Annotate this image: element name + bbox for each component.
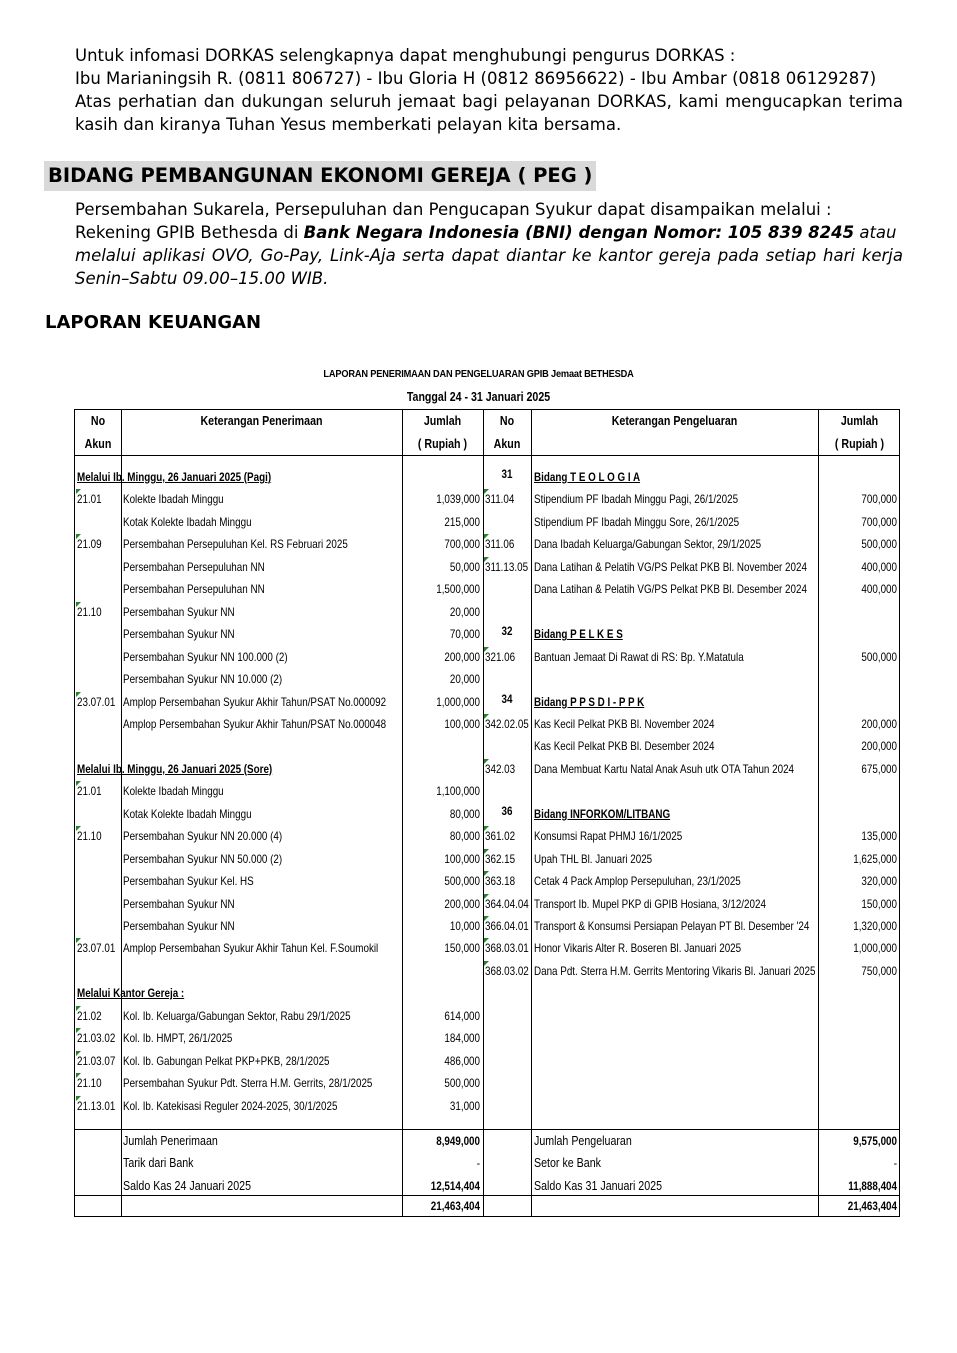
receipt-akun: 21.09 <box>77 537 102 552</box>
receipt-amount: 614,000 <box>444 1008 480 1023</box>
cell-marker-icon <box>484 647 489 652</box>
bank-account: Bank Negara Indonesia (BNI) dengan Nomor: 105 839 8245 <box>303 223 855 242</box>
receipt-amount: 80,000 <box>449 829 480 844</box>
receipt-akun: 21.13.01 <box>77 1098 116 1113</box>
receipt-amount: 486,000 <box>444 1053 480 1068</box>
receipt-section-title: Melalui Kantor Gereja : <box>77 986 185 1001</box>
dorkas-contact-numbers: Ibu Marianingsih R. (0811 806727) - Ibu Gloria H (0812 86956622) - Ibu Ambar (0818 06129287) <box>75 69 877 88</box>
summary-left-amount: 12,514,404 <box>430 1178 480 1193</box>
expense-bidang-no: 32 <box>501 624 513 639</box>
grand-total-left: 21,463,404 <box>430 1199 480 1213</box>
expense-akun: 361.02 <box>485 829 516 844</box>
expense-bidang-no: 34 <box>501 691 513 706</box>
receipt-akun: 21.03.02 <box>77 1031 116 1046</box>
expense-amount: 500,000 <box>861 537 897 552</box>
summary-left-label: Jumlah Penerimaan <box>123 1133 218 1148</box>
expense-bidang-no: 36 <box>501 803 513 818</box>
expense-akun: 321.06 <box>485 649 516 664</box>
expense-description: Cetak 4 Pack Amplop Persepuluhan, 23/1/2025 <box>534 874 741 889</box>
receipt-description: Persembahan Persepuluhan NN <box>123 582 265 597</box>
receipt-description: Amplop Persembahan Syukur Akhir Tahun Kel. F.Soumokil <box>123 941 379 956</box>
cell-marker-icon <box>484 534 489 539</box>
header-jumlah-left: Jumlah <box>423 413 462 428</box>
cell-marker-icon <box>484 916 489 921</box>
summary-right-label: Setor ke Bank <box>534 1155 601 1171</box>
expense-description: Dana Latihan & Pelatih VG/PS Pelkat PKB Bl. November 2024 <box>534 559 807 574</box>
expense-amount: 750,000 <box>861 963 897 978</box>
cell-marker-icon <box>484 489 489 494</box>
expense-description: Transport & Konsumsi Persiapan Pelayan PT Bl. Desember '24 <box>534 919 810 933</box>
cell-marker-icon <box>76 489 81 494</box>
receipt-amount: 700,000 <box>444 537 480 552</box>
receipt-amount: 1,000,000 <box>436 694 480 709</box>
report-date: Tanggal 24 - 31 Januari 2025 <box>406 390 551 404</box>
cell-marker-icon <box>484 871 489 876</box>
cell-marker-icon <box>484 826 489 831</box>
summary-right-label: Saldo Kas 31 Januari 2025 <box>534 1177 663 1193</box>
receipt-description: Persembahan Persepuluhan Kel. RS Februari 2025 <box>123 537 348 552</box>
summary-right-amount: 11,888,404 <box>848 1178 897 1193</box>
report-title: LAPORAN PENERIMAAN DAN PENGELUARAN GPIB Jemaat BETHESDA <box>323 368 634 380</box>
summary-left-amount: 8,949,000 <box>436 1134 480 1148</box>
receipt-amount: 100,000 <box>444 716 480 731</box>
receipt-amount: 31,000 <box>449 1098 480 1113</box>
expense-description: Dana Membuat Kartu Natal Anak Asuh utk OTA Tahun 2024 <box>534 761 795 776</box>
summary-left-label: Tarik dari Bank <box>123 1155 194 1171</box>
receipt-amount: 215,000 <box>444 514 480 529</box>
receipt-akun: 23.07.01 <box>77 694 116 709</box>
receipt-amount: 184,000 <box>444 1031 480 1046</box>
receipt-description: Persembahan Syukur NN <box>123 627 235 642</box>
summary-right-amount: 9,575,000 <box>853 1134 897 1148</box>
expense-akun: 364.04.04 <box>485 896 529 911</box>
expense-akun: 342.03 <box>485 761 516 776</box>
receipt-description: Persembahan Syukur NN <box>123 919 235 933</box>
expense-amount: 150,000 <box>861 896 897 911</box>
receipt-akun: 21.02 <box>77 1008 102 1023</box>
expense-amount: 135,000 <box>861 829 897 844</box>
receipt-amount: 10,000 <box>449 919 480 933</box>
expense-amount: 1,320,000 <box>853 919 897 933</box>
cell-marker-icon <box>484 714 489 719</box>
expense-amount: 200,000 <box>861 739 897 754</box>
receipt-akun: 21.01 <box>77 492 102 507</box>
receipt-description: Kol. Ib. Katekisasi Reguler 2024-2025, 30/1/2025 <box>123 1098 338 1113</box>
expense-amount: 675,000 <box>861 761 897 776</box>
receipt-description: Kotak Kolekte Ibadah Minggu <box>123 806 252 821</box>
header-ket-penerimaan: Keterangan Penerimaan <box>200 413 323 428</box>
expense-akun: 342.02.05 <box>485 716 529 731</box>
receipt-description: Kolekte Ibadah Minggu <box>123 784 224 799</box>
header-jumlah-right: Jumlah <box>840 413 879 428</box>
finance-table <box>74 409 900 1217</box>
expense-description: Honor Vikaris Alter R. Boseren Bl. Januari 2025 <box>534 941 742 956</box>
receipt-description: Persembahan Syukur NN 20.000 (4) <box>123 829 283 844</box>
receipt-amount: 20,000 <box>449 672 480 687</box>
peg-info <box>75 198 903 290</box>
cell-marker-icon <box>484 894 489 899</box>
expense-section-title: Bidang P P S D I - P P K <box>534 694 645 709</box>
expense-akun: 368.03.01 <box>485 941 529 956</box>
cell-marker-icon <box>76 1006 81 1011</box>
cell-marker-icon <box>484 938 489 943</box>
receipt-description: Kol. Ib. HMPT, 26/1/2025 <box>123 1031 233 1046</box>
cell-marker-icon <box>76 826 81 831</box>
peg-line-1: Persembahan Sukarela, Persepuluhan dan Pengucapan Syukur dapat disampaikan melalui : <box>75 200 832 219</box>
cell-marker-icon <box>76 1096 81 1101</box>
receipt-akun: 21.03.07 <box>77 1053 116 1068</box>
receipt-amount: 50,000 <box>449 559 480 574</box>
peg-line-2-prefix: Rekening GPIB Bethesda di <box>75 223 304 242</box>
summary-right-label: Jumlah Pengeluaran <box>534 1133 632 1148</box>
cell-marker-icon <box>76 781 81 786</box>
expense-amount: 200,000 <box>861 716 897 731</box>
header-no-right: No <box>499 413 515 428</box>
cell-marker-icon <box>484 759 489 764</box>
expense-description: Dana Ibadah Keluarga/Gabungan Sektor, 29/1/2025 <box>534 537 762 552</box>
receipt-akun: 21.01 <box>77 784 102 799</box>
expense-description: Stipendium PF Ibadah Minggu Sore, 26/1/2025 <box>534 514 740 529</box>
receipt-amount: 1,500,000 <box>436 582 480 597</box>
expense-amount: 700,000 <box>861 514 897 529</box>
receipt-akun: 21.10 <box>77 604 102 619</box>
expense-amount: 400,000 <box>861 559 897 574</box>
peg-line-2-suffix: atau <box>854 223 897 242</box>
peg-line-2 <box>75 221 903 244</box>
expense-amount: 400,000 <box>861 582 897 597</box>
laporan-heading: LAPORAN KEUANGAN <box>45 312 262 333</box>
expense-akun: 311.06 <box>485 537 515 552</box>
grand-total-right: 21,463,404 <box>847 1199 897 1213</box>
expense-amount: 500,000 <box>861 649 897 664</box>
expense-akun: 363.18 <box>485 874 516 889</box>
cell-marker-icon <box>484 961 489 966</box>
receipt-amount: 150,000 <box>444 941 480 956</box>
receipt-amount: 80,000 <box>449 806 480 821</box>
header-akun-left: Akun <box>84 436 112 451</box>
header-ket-pengeluaran: Keterangan Pengeluaran <box>611 413 738 428</box>
peg-heading: BIDANG PEMBANGUNAN EKONOMI GEREJA ( PEG ) <box>44 161 596 191</box>
cell-marker-icon <box>76 534 81 539</box>
header-akun-right: Akun <box>493 436 521 451</box>
receipt-amount: 500,000 <box>444 1076 480 1091</box>
cell-marker-icon <box>76 692 81 697</box>
receipt-section-title: Melalui Ib. Minggu, 26 Januari 2025 (Sore) <box>77 761 273 776</box>
expense-description: Kas Kecil Pelkat PKB Bl. Desember 2024 <box>534 739 715 754</box>
summary-left-amount: - <box>476 1156 480 1171</box>
receipt-amount: 100,000 <box>444 851 480 866</box>
expense-section-title: Bidang T E O L O G I A <box>534 470 641 484</box>
expense-description: Konsumsi Rapat PHMJ 16/1/2025 <box>534 829 683 844</box>
receipt-akun: 21.10 <box>77 829 102 844</box>
expense-description: Bantuan Jemaat Di Rawat di RS: Bp. Y.Matatula <box>534 649 744 664</box>
receipt-description: Persembahan Syukur NN <box>123 896 235 911</box>
receipt-amount: 200,000 <box>444 649 480 664</box>
receipt-description: Persembahan Syukur Kel. HS <box>123 874 254 889</box>
expense-description: Dana Pdt. Sterra H.M. Gerrits Mentoring Vikaris Bl. Januari 2025 <box>534 963 816 978</box>
receipt-description: Kotak Kolekte Ibadah Minggu <box>123 514 252 529</box>
summary-right-amount: - <box>893 1156 897 1171</box>
expense-akun: 366.04.01 <box>485 919 529 933</box>
expense-description: Kas Kecil Pelkat PKB Bl. November 2024 <box>534 716 715 731</box>
expense-akun: 362.15 <box>485 851 516 866</box>
expense-akun: 311.04 <box>485 492 515 507</box>
cell-marker-icon <box>76 1073 81 1078</box>
header-rupiah-right: ( Rupiah ) <box>834 436 885 451</box>
cell-marker-icon <box>76 1051 81 1056</box>
receipt-description: Persembahan Persepuluhan NN <box>123 559 265 574</box>
receipt-akun: 21.10 <box>77 1076 102 1091</box>
expense-section-title: Bidang INFORKOM/LITBANG <box>534 806 671 821</box>
expense-amount: 1,000,000 <box>853 941 897 956</box>
cell-marker-icon <box>76 1028 81 1033</box>
receipt-amount: 200,000 <box>444 896 480 911</box>
receipt-description: Kol. Ib. Keluarga/Gabungan Sektor, Rabu 29/1/2025 <box>123 1008 351 1023</box>
header-no-left: No <box>90 413 106 428</box>
receipt-description: Persembahan Syukur NN <box>123 604 235 619</box>
receipt-description: Kol. Ib. Gabungan Pelkat PKP+PKB, 28/1/2025 <box>123 1053 330 1068</box>
expense-description: Transport Ib. Mupel PKP di GPIB Hosiana, 3/12/2024 <box>534 896 766 911</box>
receipt-amount: 70,000 <box>449 627 480 642</box>
expense-description: Upah THL Bl. Januari 2025 <box>534 851 653 866</box>
receipt-description: Persembahan Syukur NN 100.000 (2) <box>123 649 288 664</box>
receipt-description: Persembahan Syukur NN 50.000 (2) <box>123 851 283 866</box>
cell-marker-icon <box>484 849 489 854</box>
receipt-description: Kolekte Ibadah Minggu <box>123 492 224 507</box>
cell-marker-icon <box>76 938 81 943</box>
receipt-section-title: Melalui Ib. Minggu, 26 Januari 2025 (Pagi) <box>77 470 272 484</box>
receipt-description: Persembahan Syukur Pdt. Sterra H.M. Gerrits, 28/1/2025 <box>123 1076 373 1091</box>
summary-left-label: Saldo Kas 24 Januari 2025 <box>123 1177 252 1193</box>
expense-section-title: Bidang P E L K E S <box>534 627 623 642</box>
receipt-description: Amplop Persembahan Syukur Akhir Tahun/PSAT No.000048 <box>123 716 387 731</box>
expense-akun: 311.13.05 <box>485 559 529 574</box>
receipt-amount: 1,039,000 <box>436 492 480 507</box>
dorkas-info <box>75 44 903 136</box>
cell-marker-icon <box>76 602 81 607</box>
expense-akun: 368.03.02 <box>485 963 529 978</box>
expense-bidang-no: 31 <box>501 467 513 481</box>
receipt-description: Persembahan Syukur NN 10.000 (2) <box>123 672 283 687</box>
receipt-amount: 20,000 <box>449 604 480 619</box>
expense-amount: 320,000 <box>861 874 897 889</box>
receipt-akun: 23.07.01 <box>77 941 116 956</box>
dorkas-thanks: Atas perhatian dan dukungan seluruh jemaat bagi pelayanan DORKAS, kami mengucapkan terima kasih dan kiranya Tuhan Yesus memberkati pelayan kita bersama. <box>75 92 903 134</box>
dorkas-contact-intro: Untuk infomasi DORKAS selengkapnya dapat menghubungi pengurus DORKAS : <box>75 46 736 65</box>
cell-marker-icon <box>484 557 489 562</box>
expense-description: Stipendium PF Ibadah Minggu Pagi, 26/1/2025 <box>534 492 739 507</box>
expense-amount: 700,000 <box>861 492 897 507</box>
receipt-description: Amplop Persembahan Syukur Akhir Tahun/PSAT No.000092 <box>123 694 387 709</box>
expense-description: Dana Latihan & Pelatih VG/PS Pelkat PKB Bl. Desember 2024 <box>534 582 807 597</box>
receipt-amount: 1,100,000 <box>436 784 480 799</box>
peg-line-3: melalui aplikasi OVO, Go-Pay, Link-Aja serta dapat diantar ke kantor gereja pada setiap hari kerja Senin–Sabtu 09.00–15.00 WIB. <box>75 246 903 288</box>
header-rupiah-left: ( Rupiah ) <box>417 436 468 451</box>
receipt-amount: 500,000 <box>444 874 480 889</box>
expense-amount: 1,625,000 <box>853 851 897 866</box>
